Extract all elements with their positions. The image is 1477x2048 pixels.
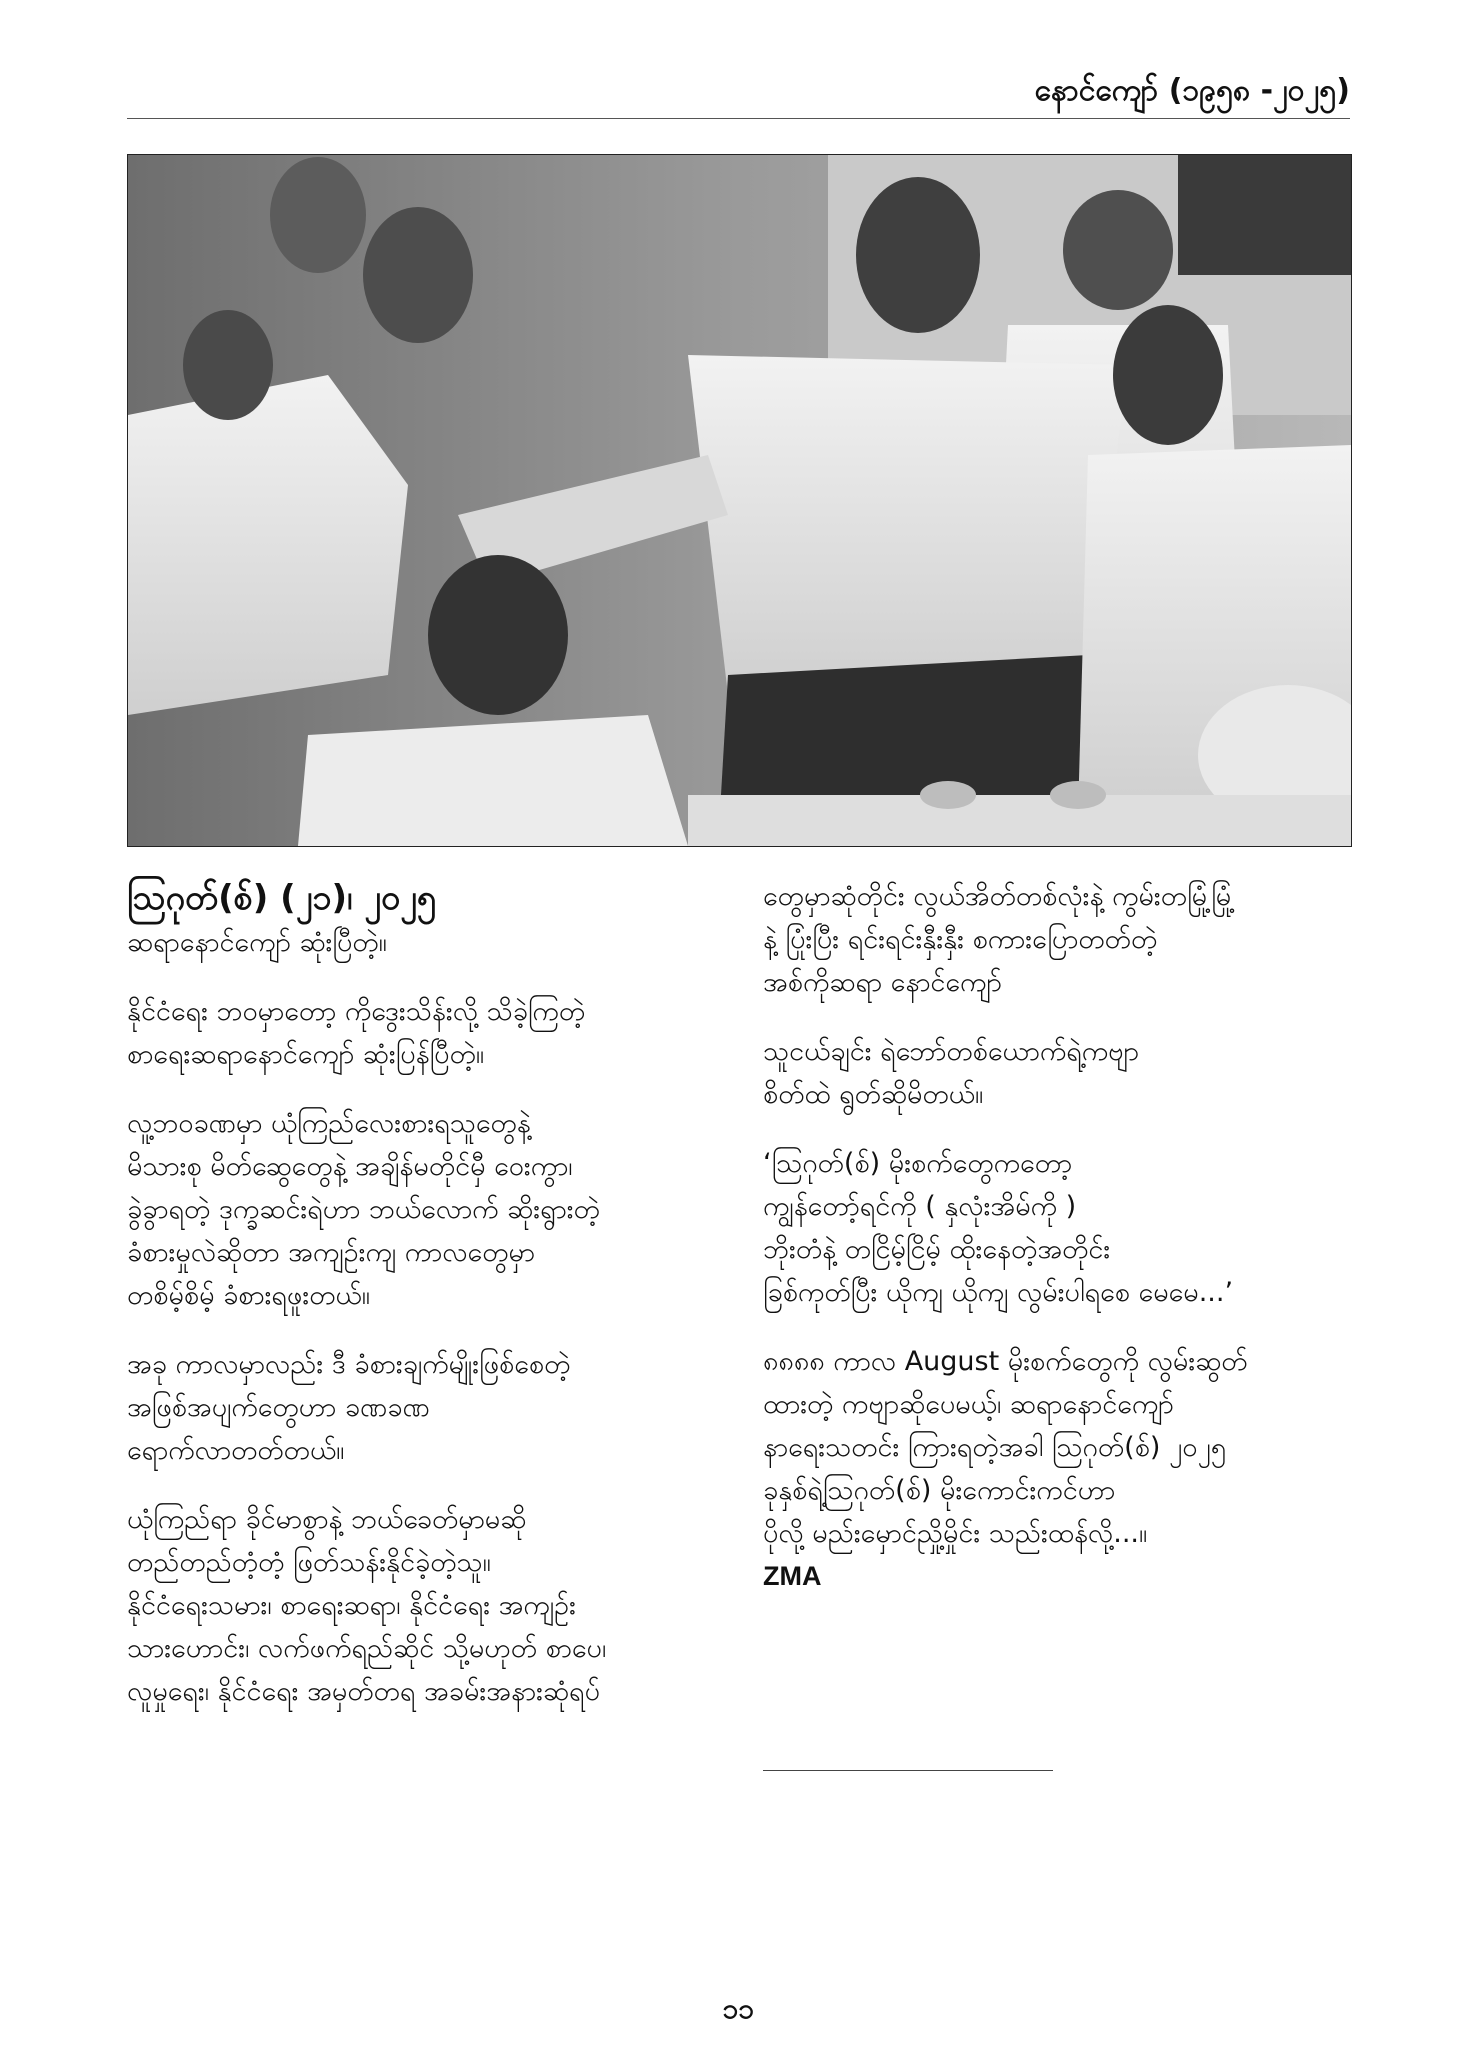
text-line: တွေမှာဆုံတိုင်း လွယ်အိတ်တစ်လုံးနဲ့ ကွမ်းတမြုံ့မြုံ့: [763, 881, 1236, 912]
text-line: နာရေးသတင်း ကြားရတဲ့အခါ ဩဂုတ်(စ်) ၂၀၂၅: [763, 1432, 1226, 1463]
text-line: ခုနှစ်ရဲ့ဩဂုတ်(စ်) မိုးကောင်းကင်ဟာ: [763, 1475, 1116, 1506]
text-line: တစိမ့်စိမ့် ခံစားရဖူးတယ်။: [127, 1280, 370, 1311]
running-header-title: နောင်ကျော် (၁၉၅၈ -၂၀၂၅): [1034, 73, 1350, 108]
text-line: ယုံကြည်ရာ ခိုင်မာစွာနဲ့ ဘယ်ခေတ်မှာမဆို: [127, 1504, 527, 1535]
text-line: တည်တည်တံ့တံ့ ဖြတ်သန်းနိုင်ခဲ့တဲ့သူ။: [127, 1547, 491, 1578]
paragraph: [127, 1343, 727, 1472]
text-line: နိုင်ငံရေးသမား၊ စာရေးဆရာ၊ နိုင်ငံရေး အကျဉ်း: [127, 1590, 576, 1621]
paragraph: [763, 875, 1363, 1004]
text-line: အခု ကာလမှာလည်း ဒီ ခံစားချက်မျိုးဖြစ်စေတဲ့: [127, 1349, 571, 1380]
text-line: လူ့ဘဝခဏမှာ ယုံကြည်လေးစားရသူတွေနဲ့: [127, 1108, 531, 1139]
text-line: ထားတဲ့ ကဗျာဆိုပေမယ့်၊ ဆရာနောင်ကျော်: [763, 1389, 1174, 1420]
paragraph: [127, 1102, 727, 1317]
text-line: သူငယ်ချင်း ရဲဘော်တစ်ယောက်ရဲ့ကဗျာ: [763, 1036, 1139, 1067]
poem-quote: [763, 1142, 1363, 1314]
paragraph: [763, 1030, 1363, 1116]
text-line: ခွဲခွာရတဲ့ ဒုက္ခဆင်းရဲဟာ ဘယ်လောက် ဆိုးရွားတဲ့: [127, 1194, 600, 1225]
author-signature: ZMA: [763, 1561, 822, 1591]
text-line: ခြစ်ကုတ်ပြီး ယိုကျ ယိုကျ လွမ်းပါရစေ မေမေ...’: [763, 1277, 1234, 1308]
text-line: အဖြစ်အပျက်တွေဟာ ခဏခဏ: [127, 1392, 430, 1423]
text-line: မိသားစု မိတ်ဆွေတွေနဲ့ အချိန်မတိုင်မှီ ဝေးကွာ၊: [127, 1151, 573, 1182]
text-line: စိတ်ထဲ ရွတ်ဆိုမိတယ်။: [763, 1079, 984, 1110]
text-line: ခံစားမှုလဲဆိုတာ အကျဉ်းကျ ကာလတွေမှာ: [127, 1237, 536, 1268]
paragraph: [127, 1498, 727, 1713]
text-line: စာရေးဆရာနောင်ကျော် ဆုံးပြန်ပြီတဲ့။: [127, 1039, 485, 1070]
text-line: ပိုလို့ မည်းမှောင်ညှို့မှိုင်း သည်းထန်လို့...။: [763, 1518, 1148, 1549]
page-number: ၁၁: [722, 1992, 755, 2025]
paragraph: [127, 990, 727, 1076]
left-text-column: [127, 875, 727, 1739]
text-line: အစ်ကိုဆရာ နောင်ကျော်: [763, 967, 1002, 998]
text-line: နဲ့ ပြုံးပြီး ရင်းရင်းနှီးနှီး စကားပြောတတ်တဲ့: [763, 924, 1158, 955]
right-text-column: [763, 875, 1363, 1624]
text-line: ‘ဩဂုတ်(စ်) မိုးစက်တွေကတော့: [763, 1148, 1073, 1179]
text-line: ရောက်လာတတ်တယ်။: [127, 1435, 345, 1466]
paragraph: [763, 1340, 1363, 1598]
date-heading: ဩဂုတ်(စ်) (၂၁)၊ ၂၀၂၅: [127, 878, 436, 918]
event-photo: [127, 154, 1352, 847]
text-line: ၈၈၈၈ ကာလ August မိုးစက်တွေကို လွမ်းဆွတ်: [763, 1346, 1248, 1377]
end-divider: [763, 1770, 1053, 1771]
opening-block: [127, 875, 727, 964]
text-line: ကျွန်တော့်ရင်ကို ( နှလုံးအိမ်ကို ): [763, 1191, 1077, 1222]
intro-line: ဆရာနောင်ကျော် ဆုံးပြီတဲ့။: [127, 927, 387, 958]
text-line: နိုင်ငံရေး ဘဝမှာတော့ ကိုဒွေးသိန်းလို့ သိခဲ့ကြတဲ့: [127, 996, 586, 1027]
text-line: သားဟောင်း၊ လက်ဖက်ရည်ဆိုင် သို့မဟုတ် စာပေ၊: [127, 1633, 607, 1664]
group-photo-icon: [128, 155, 1351, 846]
text-line: လူမှုရေး၊ နိုင်ငံရေး အမှတ်တရ အခမ်းအနားဆုံရပ်: [127, 1676, 600, 1707]
text-line: ဘိုးတံနဲ့ တငြိမ့်ငြိမ့် ထိုးနေတဲ့အတိုင်း: [763, 1234, 1111, 1265]
header-divider: [127, 118, 1350, 119]
